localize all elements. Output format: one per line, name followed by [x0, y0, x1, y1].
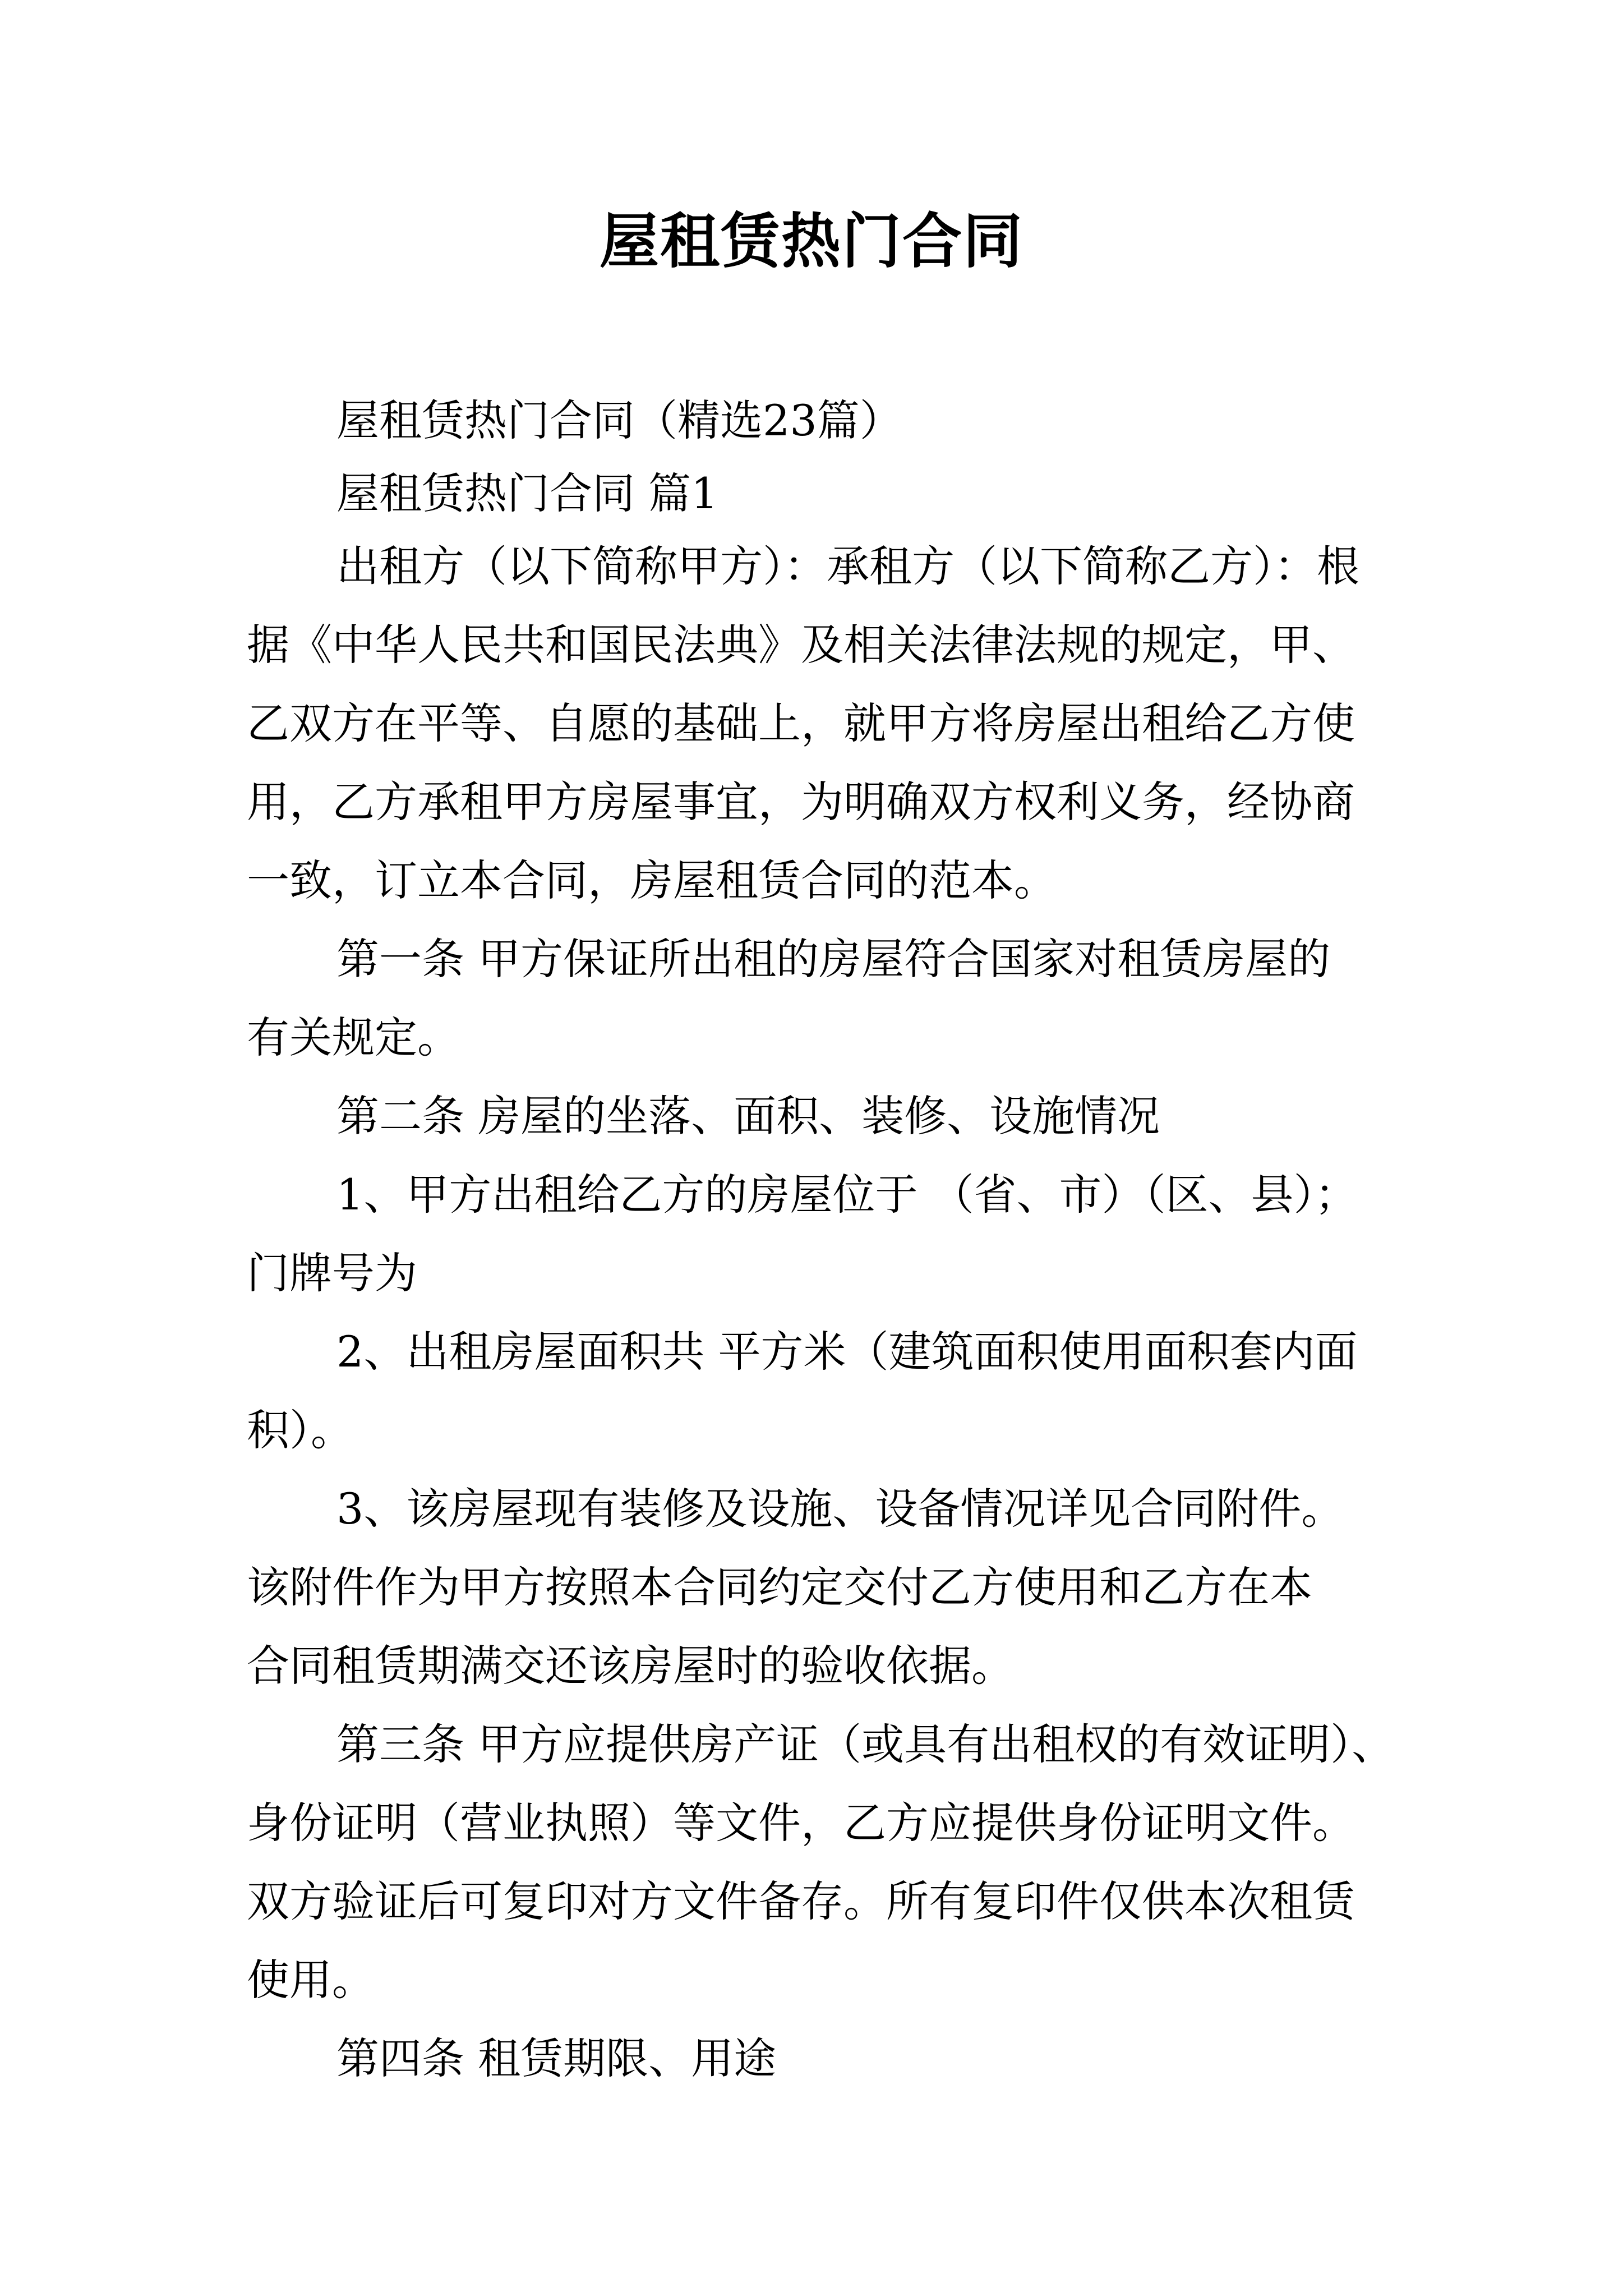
text-line-16: 该附件作为甲方按照本合同约定交付乙方使用和乙方在本 [247, 1562, 1312, 1612]
text-line-10: 第二条 房屋的坐落、面积、装修、设施情况 [336, 1091, 1160, 1141]
text-line-15: 3、该房屋现有装修及设施、设备情况详见合同附件。 [336, 1484, 1344, 1534]
text-line-1: 屋租赁热门合同（精选23篇） [336, 395, 902, 445]
text-line-18: 第三条 甲方应提供房产证（或具有出租权的有效证明）、 [336, 1719, 1395, 1769]
text-line-4: 据《中华人民共和国民法典》及相关法律法规的规定，甲、 [247, 620, 1355, 670]
text-line-2: 屋租赁热门合同 篇1 [336, 468, 718, 518]
text-line-13: 2、出租房屋面积共 平方米（建筑面积使用面积套内面 [336, 1327, 1358, 1377]
text-line-19: 身份证明（营业执照）等文件，乙方应提供身份证明文件。 [247, 1798, 1355, 1848]
text-line-14: 积）。 [247, 1405, 353, 1455]
text-line-12: 门牌号为 [247, 1248, 417, 1298]
text-line-7: 一致，订立本合同，房屋租赁合同的范本。 [247, 855, 1057, 905]
text-line-11: 1、甲方出租给乙方的房屋位于 （省、市）（区、县）； [336, 1170, 1358, 1220]
document-title: 屋租赁热门合同 [600, 206, 1023, 276]
text-line-17: 合同租赁期满交还该房屋时的验收依据。 [247, 1641, 1014, 1691]
text-line-22: 第四条 租赁期限、用途 [336, 2033, 777, 2083]
text-line-6: 用，乙方承租甲方房屋事宜，为明确双方权利义务，经协商 [247, 777, 1355, 827]
text-line-9: 有关规定。 [247, 1013, 460, 1062]
text-line-5: 乙双方在平等、自愿的基础上，就甲方将房屋出租给乙方使 [247, 698, 1355, 748]
text-line-20: 双方验证后可复印对方文件备存。所有复印件仅供本次租赁 [247, 1876, 1355, 1926]
text-line-8: 第一条 甲方保证所出租的房屋符合国家对租赁房屋的 [336, 934, 1331, 984]
text-line-21: 使用。 [247, 1955, 375, 2005]
text-line-3: 出租方（以下简称甲方）：承租方（以下简称乙方）：根 [336, 541, 1359, 591]
